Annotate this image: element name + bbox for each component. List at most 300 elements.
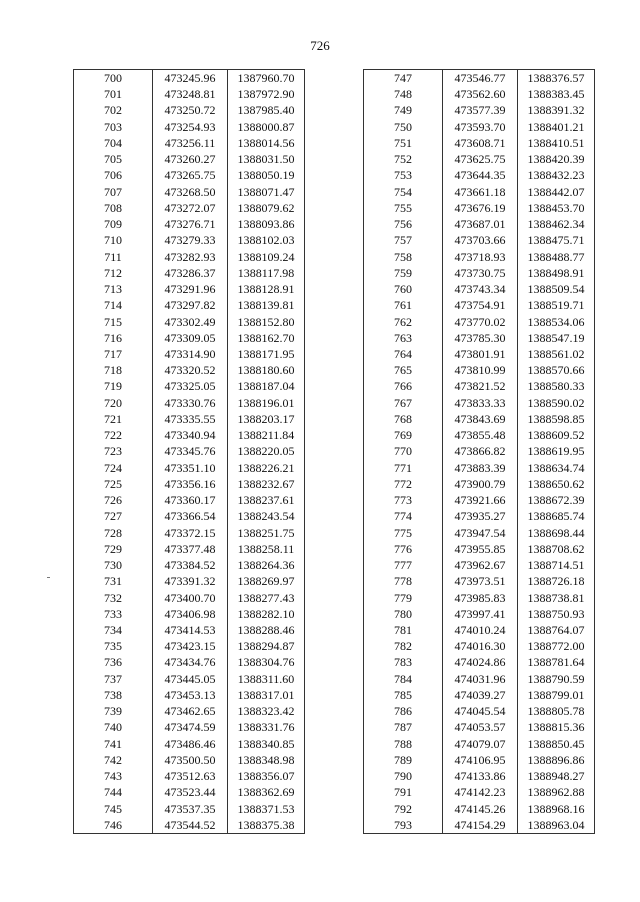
table-row	[74, 427, 305, 443]
x-coordinate-cell: 473500.50	[153, 752, 228, 768]
x-coordinate-cell: 473855.48	[443, 427, 518, 443]
point-number-cell: 734	[74, 622, 153, 638]
x-coordinate-cell: 473785.30	[443, 330, 518, 346]
y-coordinate-cell: 1388232.67	[228, 476, 305, 492]
y-coordinate-cell: 1388772.00	[518, 638, 595, 654]
y-coordinate-cell: 1388237.61	[228, 492, 305, 508]
point-number-cell: 728	[74, 525, 153, 541]
x-coordinate-cell: 473546.77	[443, 70, 518, 87]
x-coordinate-cell: 473625.75	[443, 151, 518, 167]
point-number-cell: 701	[74, 86, 153, 102]
point-number-cell: 793	[364, 817, 443, 834]
point-number-cell: 714	[74, 297, 153, 313]
y-coordinate-cell: 1388331.76	[228, 719, 305, 735]
x-coordinate-cell: 473256.11	[153, 135, 228, 151]
margin-mark	[47, 577, 50, 578]
x-coordinate-cell: 473268.50	[153, 184, 228, 200]
x-coordinate-cell: 473360.17	[153, 492, 228, 508]
y-coordinate-cell: 1388180.60	[228, 362, 305, 378]
point-number-cell: 712	[74, 265, 153, 281]
point-number-cell: 775	[364, 525, 443, 541]
y-coordinate-cell: 1388698.44	[518, 525, 595, 541]
point-number-cell: 787	[364, 719, 443, 735]
y-coordinate-cell: 1388714.51	[518, 557, 595, 573]
y-coordinate-cell: 1387960.70	[228, 70, 305, 87]
y-coordinate-cell: 1388685.74	[518, 508, 595, 524]
point-number-cell: 764	[364, 346, 443, 362]
x-coordinate-cell: 473577.39	[443, 102, 518, 118]
point-number-cell: 763	[364, 330, 443, 346]
table-row	[364, 265, 595, 281]
y-coordinate-cell: 1388317.01	[228, 687, 305, 703]
x-coordinate-cell: 473703.66	[443, 232, 518, 248]
y-coordinate-cell: 1388340.85	[228, 736, 305, 752]
point-number-cell: 739	[74, 703, 153, 719]
table-row	[74, 232, 305, 248]
point-number-cell: 752	[364, 151, 443, 167]
table-row	[74, 362, 305, 378]
table-row	[74, 573, 305, 589]
x-coordinate-cell: 473921.66	[443, 492, 518, 508]
y-coordinate-cell: 1388000.87	[228, 119, 305, 135]
table-row	[364, 654, 595, 670]
table-row	[74, 476, 305, 492]
table-row	[74, 703, 305, 719]
table-body	[74, 70, 305, 834]
x-coordinate-cell: 473279.33	[153, 232, 228, 248]
table-row	[364, 573, 595, 589]
point-number-cell: 746	[74, 817, 153, 834]
y-coordinate-cell: 1388264.36	[228, 557, 305, 573]
y-coordinate-cell: 1388294.87	[228, 638, 305, 654]
point-number-cell: 718	[74, 362, 153, 378]
point-number-cell: 768	[364, 411, 443, 427]
x-coordinate-cell: 473377.48	[153, 541, 228, 557]
point-number-cell: 730	[74, 557, 153, 573]
point-number-cell: 751	[364, 135, 443, 151]
point-number-cell: 748	[364, 86, 443, 102]
point-number-cell: 757	[364, 232, 443, 248]
point-number-cell: 722	[74, 427, 153, 443]
point-number-cell: 765	[364, 362, 443, 378]
y-coordinate-cell: 1388362.69	[228, 784, 305, 800]
x-coordinate-cell: 473866.82	[443, 443, 518, 459]
table-row	[74, 784, 305, 800]
x-coordinate-cell: 473453.13	[153, 687, 228, 703]
x-coordinate-cell: 474031.96	[443, 671, 518, 687]
x-coordinate-cell: 473608.71	[443, 135, 518, 151]
y-coordinate-cell: 1388509.54	[518, 281, 595, 297]
table-row	[74, 102, 305, 118]
table-row	[364, 541, 595, 557]
table-row	[74, 378, 305, 394]
table-row	[74, 249, 305, 265]
table-row	[74, 151, 305, 167]
x-coordinate-cell: 473356.16	[153, 476, 228, 492]
x-coordinate-cell: 473276.71	[153, 216, 228, 232]
point-number-cell: 742	[74, 752, 153, 768]
table-row	[74, 86, 305, 102]
point-number-cell: 786	[364, 703, 443, 719]
x-coordinate-cell: 474039.27	[443, 687, 518, 703]
table-row	[364, 736, 595, 752]
y-coordinate-cell: 1388162.70	[228, 330, 305, 346]
point-number-cell: 717	[74, 346, 153, 362]
page-number: 726	[310, 38, 330, 53]
point-number-cell: 716	[74, 330, 153, 346]
table-row	[364, 703, 595, 719]
x-coordinate-cell: 473406.98	[153, 606, 228, 622]
x-coordinate-cell: 473821.52	[443, 378, 518, 394]
point-number-cell: 774	[364, 508, 443, 524]
y-coordinate-cell: 1388598.85	[518, 411, 595, 427]
x-coordinate-cell: 473537.35	[153, 801, 228, 817]
point-number-cell: 723	[74, 443, 153, 459]
x-coordinate-cell: 473718.93	[443, 249, 518, 265]
point-number-cell: 783	[364, 654, 443, 670]
x-coordinate-cell: 473325.05	[153, 378, 228, 394]
x-coordinate-cell: 474106.95	[443, 752, 518, 768]
y-coordinate-cell: 1388079.62	[228, 200, 305, 216]
x-coordinate-cell: 473254.93	[153, 119, 228, 135]
table-row	[364, 395, 595, 411]
point-number-cell: 711	[74, 249, 153, 265]
x-coordinate-cell: 474133.86	[443, 768, 518, 784]
table-row	[364, 525, 595, 541]
y-coordinate-cell: 1388590.02	[518, 395, 595, 411]
y-coordinate-cell: 1388534.06	[518, 314, 595, 330]
point-number-cell: 790	[364, 768, 443, 784]
table-row	[364, 671, 595, 687]
y-coordinate-cell: 1388391.32	[518, 102, 595, 118]
point-number-cell: 735	[74, 638, 153, 654]
point-number-cell: 724	[74, 460, 153, 476]
table-row	[364, 622, 595, 638]
point-number-cell: 767	[364, 395, 443, 411]
table-row	[74, 801, 305, 817]
table-row	[364, 102, 595, 118]
point-number-cell: 727	[74, 508, 153, 524]
coordinate-table-right	[363, 69, 595, 834]
point-number-cell: 702	[74, 102, 153, 118]
point-number-cell: 788	[364, 736, 443, 752]
point-number-cell: 736	[74, 654, 153, 670]
point-number-cell: 792	[364, 801, 443, 817]
point-number-cell: 755	[364, 200, 443, 216]
point-number-cell: 756	[364, 216, 443, 232]
table-row	[364, 314, 595, 330]
point-number-cell: 759	[364, 265, 443, 281]
table-row	[364, 70, 595, 87]
x-coordinate-cell: 473314.90	[153, 346, 228, 362]
y-coordinate-cell: 1388650.62	[518, 476, 595, 492]
x-coordinate-cell: 473754.91	[443, 297, 518, 313]
x-coordinate-cell: 474142.23	[443, 784, 518, 800]
x-coordinate-cell: 473445.05	[153, 671, 228, 687]
x-coordinate-cell: 473423.15	[153, 638, 228, 654]
x-coordinate-cell: 473302.49	[153, 314, 228, 330]
point-number-cell: 725	[74, 476, 153, 492]
x-coordinate-cell: 473523.44	[153, 784, 228, 800]
table-row	[364, 167, 595, 183]
y-coordinate-cell: 1388152.80	[228, 314, 305, 330]
point-number-cell: 778	[364, 573, 443, 589]
x-coordinate-cell: 473486.46	[153, 736, 228, 752]
table-row	[74, 768, 305, 784]
table-row	[74, 346, 305, 362]
x-coordinate-cell: 473770.02	[443, 314, 518, 330]
table-row	[364, 752, 595, 768]
x-coordinate-cell: 473997.41	[443, 606, 518, 622]
table-row	[364, 719, 595, 735]
y-coordinate-cell: 1388117.98	[228, 265, 305, 281]
x-coordinate-cell: 473962.67	[443, 557, 518, 573]
x-coordinate-cell: 474145.26	[443, 801, 518, 817]
y-coordinate-cell: 1388348.98	[228, 752, 305, 768]
x-coordinate-cell: 473245.96	[153, 70, 228, 87]
point-number-cell: 769	[364, 427, 443, 443]
y-coordinate-cell: 1388171.95	[228, 346, 305, 362]
point-number-cell: 709	[74, 216, 153, 232]
point-number-cell: 753	[364, 167, 443, 183]
y-coordinate-cell: 1388815.36	[518, 719, 595, 735]
x-coordinate-cell: 473260.27	[153, 151, 228, 167]
table-row	[74, 525, 305, 541]
x-coordinate-cell: 473434.76	[153, 654, 228, 670]
x-coordinate-cell: 473400.70	[153, 590, 228, 606]
point-number-cell: 749	[364, 102, 443, 118]
x-coordinate-cell: 473743.34	[443, 281, 518, 297]
table-row	[74, 184, 305, 200]
y-coordinate-cell: 1388519.71	[518, 297, 595, 313]
table-row	[74, 654, 305, 670]
table-row	[74, 508, 305, 524]
table-row	[364, 200, 595, 216]
point-number-cell: 791	[364, 784, 443, 800]
table-row	[364, 346, 595, 362]
y-coordinate-cell: 1388211.84	[228, 427, 305, 443]
table-row	[74, 541, 305, 557]
table-row	[74, 330, 305, 346]
y-coordinate-cell: 1388805.78	[518, 703, 595, 719]
x-coordinate-cell: 473512.63	[153, 768, 228, 784]
y-coordinate-cell: 1388196.01	[228, 395, 305, 411]
table-row	[74, 167, 305, 183]
table-row	[364, 184, 595, 200]
x-coordinate-cell: 474079.07	[443, 736, 518, 752]
x-coordinate-cell: 474045.54	[443, 703, 518, 719]
point-number-cell: 762	[364, 314, 443, 330]
table-row	[364, 460, 595, 476]
y-coordinate-cell: 1388738.81	[518, 590, 595, 606]
x-coordinate-cell: 473414.53	[153, 622, 228, 638]
x-coordinate-cell: 473544.52	[153, 817, 228, 834]
point-number-cell: 726	[74, 492, 153, 508]
table-row	[364, 427, 595, 443]
x-coordinate-cell: 473335.55	[153, 411, 228, 427]
table-row	[364, 411, 595, 427]
y-coordinate-cell: 1388764.07	[518, 622, 595, 638]
point-number-cell: 745	[74, 801, 153, 817]
x-coordinate-cell: 473372.15	[153, 525, 228, 541]
y-coordinate-cell: 1388790.59	[518, 671, 595, 687]
table-row	[74, 314, 305, 330]
table-row	[74, 135, 305, 151]
y-coordinate-cell: 1388453.70	[518, 200, 595, 216]
x-coordinate-cell: 473340.94	[153, 427, 228, 443]
table-row	[364, 590, 595, 606]
point-number-cell: 776	[364, 541, 443, 557]
point-number-cell: 705	[74, 151, 153, 167]
x-coordinate-cell: 473687.01	[443, 216, 518, 232]
y-coordinate-cell: 1388401.21	[518, 119, 595, 135]
y-coordinate-cell: 1388220.05	[228, 443, 305, 459]
y-coordinate-cell: 1388609.52	[518, 427, 595, 443]
x-coordinate-cell: 473366.54	[153, 508, 228, 524]
table-row	[74, 265, 305, 281]
y-coordinate-cell: 1387985.40	[228, 102, 305, 118]
table-row	[364, 86, 595, 102]
x-coordinate-cell: 473351.10	[153, 460, 228, 476]
point-number-cell: 700	[74, 70, 153, 87]
table-row	[74, 297, 305, 313]
y-coordinate-cell: 1388203.17	[228, 411, 305, 427]
table-row	[364, 492, 595, 508]
table-row	[74, 216, 305, 232]
x-coordinate-cell: 473462.65	[153, 703, 228, 719]
x-coordinate-cell: 473250.72	[153, 102, 228, 118]
y-coordinate-cell: 1388258.11	[228, 541, 305, 557]
y-coordinate-cell: 1388475.71	[518, 232, 595, 248]
point-number-cell: 779	[364, 590, 443, 606]
point-number-cell: 713	[74, 281, 153, 297]
x-coordinate-cell: 473730.75	[443, 265, 518, 281]
y-coordinate-cell: 1388968.16	[518, 801, 595, 817]
table-row	[364, 281, 595, 297]
table-row	[364, 557, 595, 573]
x-coordinate-cell: 473935.27	[443, 508, 518, 524]
point-number-cell: 761	[364, 297, 443, 313]
y-coordinate-cell: 1388962.88	[518, 784, 595, 800]
point-number-cell: 773	[364, 492, 443, 508]
y-coordinate-cell: 1388488.77	[518, 249, 595, 265]
y-coordinate-cell: 1388128.91	[228, 281, 305, 297]
x-coordinate-cell: 474053.57	[443, 719, 518, 735]
x-coordinate-cell: 473282.93	[153, 249, 228, 265]
point-number-cell: 704	[74, 135, 153, 151]
x-coordinate-cell: 473474.59	[153, 719, 228, 735]
table-row	[74, 557, 305, 573]
point-number-cell: 782	[364, 638, 443, 654]
y-coordinate-cell: 1388050.19	[228, 167, 305, 183]
table-row	[364, 216, 595, 232]
x-coordinate-cell: 474010.24	[443, 622, 518, 638]
x-coordinate-cell: 473676.19	[443, 200, 518, 216]
point-number-cell: 777	[364, 557, 443, 573]
point-number-cell: 729	[74, 541, 153, 557]
table-body	[364, 70, 595, 834]
table-row	[364, 784, 595, 800]
x-coordinate-cell: 473661.18	[443, 184, 518, 200]
y-coordinate-cell: 1388376.57	[518, 70, 595, 87]
point-number-cell: 784	[364, 671, 443, 687]
x-coordinate-cell: 473286.37	[153, 265, 228, 281]
y-coordinate-cell: 1388139.81	[228, 297, 305, 313]
table-row	[364, 476, 595, 492]
table-row	[74, 622, 305, 638]
point-number-cell: 741	[74, 736, 153, 752]
y-coordinate-cell: 1388619.95	[518, 443, 595, 459]
y-coordinate-cell: 1387972.90	[228, 86, 305, 102]
table-row	[74, 638, 305, 654]
x-coordinate-cell: 473265.75	[153, 167, 228, 183]
table-row	[74, 70, 305, 87]
point-number-cell: 770	[364, 443, 443, 459]
point-number-cell: 710	[74, 232, 153, 248]
table-row	[74, 752, 305, 768]
y-coordinate-cell: 1388288.46	[228, 622, 305, 638]
point-number-cell: 706	[74, 167, 153, 183]
table-row	[364, 362, 595, 378]
y-coordinate-cell: 1388570.66	[518, 362, 595, 378]
table-row	[364, 801, 595, 817]
x-coordinate-cell: 473810.99	[443, 362, 518, 378]
x-coordinate-cell: 473593.70	[443, 119, 518, 135]
y-coordinate-cell: 1388442.07	[518, 184, 595, 200]
table-row	[364, 687, 595, 703]
y-coordinate-cell: 1388323.42	[228, 703, 305, 719]
point-number-cell: 750	[364, 119, 443, 135]
point-number-cell: 754	[364, 184, 443, 200]
table-row	[364, 443, 595, 459]
table-row	[364, 378, 595, 394]
table-row	[364, 297, 595, 313]
y-coordinate-cell: 1388093.86	[228, 216, 305, 232]
x-coordinate-cell: 473833.33	[443, 395, 518, 411]
y-coordinate-cell: 1388109.24	[228, 249, 305, 265]
x-coordinate-cell: 473320.52	[153, 362, 228, 378]
point-number-cell: 703	[74, 119, 153, 135]
y-coordinate-cell: 1388547.19	[518, 330, 595, 346]
table-row	[74, 736, 305, 752]
y-coordinate-cell: 1388371.53	[228, 801, 305, 817]
point-number-cell: 738	[74, 687, 153, 703]
y-coordinate-cell: 1388948.27	[518, 768, 595, 784]
point-number-cell: 758	[364, 249, 443, 265]
y-coordinate-cell: 1388383.45	[518, 86, 595, 102]
point-number-cell: 766	[364, 378, 443, 394]
table-row	[364, 508, 595, 524]
y-coordinate-cell: 1388031.50	[228, 151, 305, 167]
x-coordinate-cell: 474154.29	[443, 817, 518, 834]
y-coordinate-cell: 1388420.39	[518, 151, 595, 167]
table-row	[364, 135, 595, 151]
x-coordinate-cell: 473330.76	[153, 395, 228, 411]
y-coordinate-cell: 1388708.62	[518, 541, 595, 557]
table-row	[74, 492, 305, 508]
x-coordinate-cell: 473801.91	[443, 346, 518, 362]
point-number-cell: 733	[74, 606, 153, 622]
y-coordinate-cell: 1388726.18	[518, 573, 595, 589]
x-coordinate-cell: 473248.81	[153, 86, 228, 102]
x-coordinate-cell: 473985.83	[443, 590, 518, 606]
y-coordinate-cell: 1388187.04	[228, 378, 305, 394]
x-coordinate-cell: 473291.96	[153, 281, 228, 297]
point-number-cell: 731	[74, 573, 153, 589]
y-coordinate-cell: 1388304.76	[228, 654, 305, 670]
point-number-cell: 789	[364, 752, 443, 768]
point-number-cell: 771	[364, 460, 443, 476]
